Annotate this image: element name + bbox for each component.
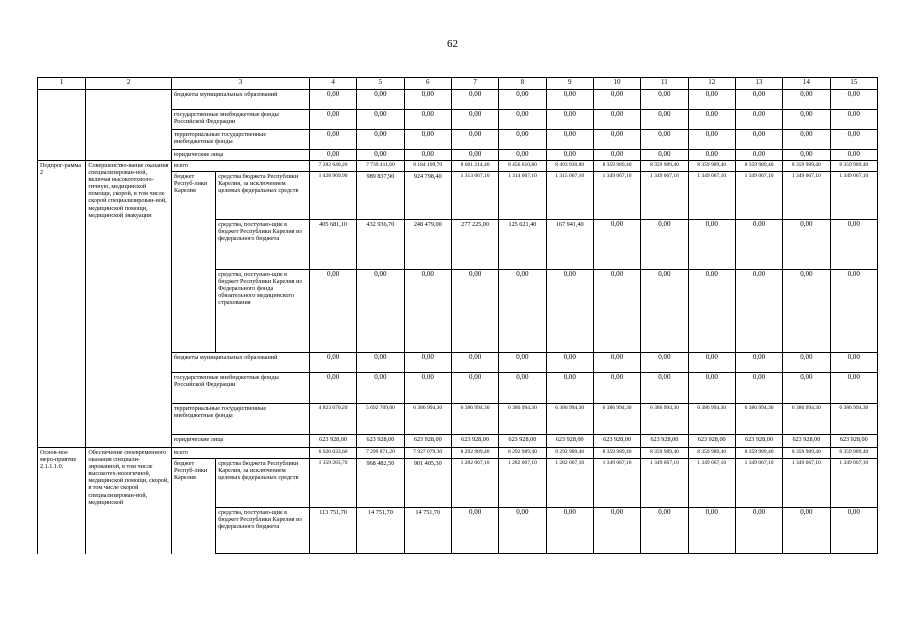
- value-cell: 1 349 067,10: [783, 459, 830, 508]
- value-cell: 0,00: [546, 508, 593, 554]
- value-cell: 623 928,00: [546, 435, 593, 448]
- value-cell: 1 349 067,10: [593, 459, 640, 508]
- value-cell: 0,00: [357, 90, 404, 110]
- value-cell: 6 386 994,30: [404, 404, 451, 435]
- value-cell: 0,00: [783, 270, 830, 353]
- value-cell: 0,00: [783, 130, 830, 150]
- value-cell: 8 292 989,40: [499, 448, 546, 459]
- value-cell: 901 405,30: [404, 459, 451, 508]
- main-event-title: Обеспечение своевременного оказания специали-зированной, в том числе высокотех-нологичной, медицинской помощи, скорой, в том числе скорой специализирован-ной, медицинской: [86, 448, 172, 554]
- page-number: 62: [447, 38, 458, 50]
- value-cell: 6 386 994,30: [546, 404, 593, 435]
- value-cell: 1 349 067,10: [783, 172, 830, 220]
- value-cell: 6 386 994,30: [830, 404, 877, 435]
- value-cell: 0,00: [641, 220, 688, 270]
- value-cell: 0,00: [641, 150, 688, 161]
- value-cell: 0,00: [830, 220, 877, 270]
- value-cell: 0,00: [735, 270, 782, 353]
- value-cell: 0,00: [641, 90, 688, 110]
- value-cell: 0,00: [641, 110, 688, 130]
- value-cell: 8 359 989,40: [735, 448, 782, 459]
- value-cell: 0,00: [593, 353, 640, 373]
- value-cell: 1 282 067,10: [546, 459, 593, 508]
- value-cell: 113 751,70: [309, 508, 356, 554]
- value-cell: 0,00: [735, 353, 782, 373]
- row-label: бюджеты муниципальных образований: [171, 90, 309, 110]
- value-cell: 0,00: [451, 353, 498, 373]
- value-cell: 1 349 067,10: [735, 172, 782, 220]
- value-cell: 0,00: [593, 508, 640, 554]
- table-row: [38, 150, 878, 161]
- value-cell: 0,00: [546, 130, 593, 150]
- value-cell: 1 349 067,10: [830, 172, 877, 220]
- value-cell: 8 359 989,40: [593, 448, 640, 459]
- row-label: средства, поступаю-щие в бюджет Республики Карелия из федерального бюджета: [216, 508, 310, 554]
- value-cell: 8 359 989,40: [830, 161, 877, 172]
- value-cell: 0,00: [830, 508, 877, 554]
- value-cell: 0,00: [735, 150, 782, 161]
- row-label: всего: [171, 448, 309, 459]
- value-cell: 0,00: [593, 373, 640, 404]
- value-cell: 0,00: [451, 150, 498, 161]
- value-cell: 6 386 994,30: [499, 404, 546, 435]
- header-cell: 3: [171, 78, 309, 90]
- value-cell: 0,00: [688, 150, 735, 161]
- value-cell: 924 798,40: [404, 172, 451, 220]
- header-cell: 10: [593, 78, 640, 90]
- value-cell: 0,00: [309, 90, 356, 110]
- value-cell: 1 282 067,10: [499, 459, 546, 508]
- value-cell: 0,00: [546, 373, 593, 404]
- empty-cell: [86, 150, 172, 161]
- value-cell: 0,00: [357, 150, 404, 161]
- value-cell: 6 386 994,30: [451, 404, 498, 435]
- value-cell: 0,00: [783, 353, 830, 373]
- value-cell: 0,00: [735, 220, 782, 270]
- value-cell: 0,00: [357, 130, 404, 150]
- value-cell: 623 928,00: [735, 435, 782, 448]
- value-cell: 0,00: [735, 130, 782, 150]
- value-cell: 277 225,00: [451, 220, 498, 270]
- value-cell: 0,00: [499, 130, 546, 150]
- value-cell: 0,00: [641, 373, 688, 404]
- value-cell: 0,00: [546, 110, 593, 130]
- value-cell: 0,00: [309, 130, 356, 150]
- value-cell: 1 349 067,10: [593, 172, 640, 220]
- value-cell: 8 359 989,40: [735, 161, 782, 172]
- value-cell: 8 359 989,40: [641, 161, 688, 172]
- budget-table: [37, 77, 878, 554]
- empty-cell: [38, 130, 86, 150]
- value-cell: 8 493 930,80: [546, 161, 593, 172]
- subprogram-code: Подпрог-рамма 2: [38, 161, 86, 448]
- value-cell: 7 739 411,60: [357, 161, 404, 172]
- value-cell: 0,00: [309, 110, 356, 130]
- row-label: бюджеты муниципальных образований: [171, 353, 309, 373]
- value-cell: 0,00: [783, 110, 830, 130]
- value-cell: 0,00: [357, 110, 404, 130]
- value-cell: 0,00: [546, 90, 593, 110]
- value-cell: 1 349 067,10: [688, 459, 735, 508]
- empty-cell: [86, 110, 172, 130]
- value-cell: 0,00: [783, 90, 830, 110]
- value-cell: 0,00: [688, 508, 735, 554]
- row-label: территориальные государственные внебюджетные фонды: [171, 404, 309, 435]
- header-cell: 9: [546, 78, 593, 90]
- value-cell: 8 359 989,40: [688, 161, 735, 172]
- value-cell: 0,00: [546, 150, 593, 161]
- value-cell: 0,00: [499, 373, 546, 404]
- header-cell: 8: [499, 78, 546, 90]
- value-cell: 0,00: [309, 353, 356, 373]
- value-cell: 0,00: [499, 90, 546, 110]
- value-cell: 8 456 610,80: [499, 161, 546, 172]
- value-cell: 0,00: [404, 110, 451, 130]
- value-cell: 0,00: [499, 508, 546, 554]
- value-cell: 0,00: [783, 508, 830, 554]
- header-cell: 13: [735, 78, 782, 90]
- value-cell: 0,00: [735, 90, 782, 110]
- row-label: юридические лица: [171, 150, 309, 161]
- value-cell: 0,00: [404, 130, 451, 150]
- value-cell: 0,00: [404, 373, 451, 404]
- value-cell: 8 359 989,40: [688, 448, 735, 459]
- empty-cell: [38, 90, 86, 110]
- value-cell: 0,00: [641, 270, 688, 353]
- table-row: [38, 448, 878, 459]
- value-cell: 0,00: [499, 270, 546, 353]
- value-cell: 1 349 067,10: [688, 172, 735, 220]
- value-cell: 8 359 989,40: [783, 161, 830, 172]
- value-cell: 1 349 067,10: [735, 459, 782, 508]
- value-cell: 1 313 067,10: [451, 172, 498, 220]
- empty-cell: [38, 150, 86, 161]
- value-cell: 0,00: [688, 353, 735, 373]
- value-cell: 0,00: [593, 270, 640, 353]
- value-cell: 7 299 871,20: [357, 448, 404, 459]
- value-cell: 7 927 079,30: [404, 448, 451, 459]
- value-cell: 1 428 969,90: [309, 172, 356, 220]
- value-cell: 623 928,00: [451, 435, 498, 448]
- value-cell: 623 928,00: [641, 435, 688, 448]
- value-cell: 0,00: [593, 150, 640, 161]
- value-cell: 0,00: [688, 130, 735, 150]
- value-cell: 0,00: [546, 270, 593, 353]
- value-cell: 248 479,00: [404, 220, 451, 270]
- header-cell: 12: [688, 78, 735, 90]
- value-cell: 0,00: [830, 373, 877, 404]
- table-row: [38, 90, 878, 110]
- subprogram-title: Совершенство-вание оказания специализирован-ной, включая высокотехноло-гичную, медицинской помощи, скорой, в том числе скорой специализирован-ной, медицинской помощи, медицинской эвакуации: [86, 161, 172, 448]
- value-cell: 1 314 067,10: [499, 172, 546, 220]
- value-cell: 0,00: [593, 110, 640, 130]
- value-cell: 0,00: [451, 373, 498, 404]
- value-cell: 167 941,40: [546, 220, 593, 270]
- value-cell: 125 621,40: [499, 220, 546, 270]
- header-cell: 5: [357, 78, 404, 90]
- row-label: средства, поступаю-щие в бюджет Республики Карелия из федерального бюджета: [216, 220, 310, 270]
- value-cell: 1 349 067,10: [641, 172, 688, 220]
- value-cell: 0,00: [499, 150, 546, 161]
- empty-cell: [86, 130, 172, 150]
- value-cell: 0,00: [735, 508, 782, 554]
- row-label: всего: [171, 161, 309, 172]
- value-cell: 623 928,00: [404, 435, 451, 448]
- value-cell: 8 359 989,40: [783, 448, 830, 459]
- value-cell: 4 823 070,20: [309, 404, 356, 435]
- value-cell: 8 359 989,40: [593, 161, 640, 172]
- value-cell: 623 928,00: [688, 435, 735, 448]
- value-cell: 8 359 989,40: [641, 448, 688, 459]
- value-cell: 0,00: [546, 353, 593, 373]
- value-cell: 8 292 989,40: [546, 448, 593, 459]
- value-cell: 623 928,00: [783, 435, 830, 448]
- value-cell: 8 359 989,40: [830, 448, 877, 459]
- value-cell: 623 928,00: [357, 435, 404, 448]
- value-cell: 623 928,00: [309, 435, 356, 448]
- value-cell: 6 386 994,30: [593, 404, 640, 435]
- value-cell: 0,00: [357, 270, 404, 353]
- value-cell: 968 482,50: [357, 459, 404, 508]
- row-label: средства бюджета Республики Карелия, за исключением целевых федеральных средств: [216, 172, 310, 220]
- value-cell: 623 928,00: [499, 435, 546, 448]
- value-cell: 5 692 709,00: [357, 404, 404, 435]
- value-cell: 0,00: [451, 508, 498, 554]
- value-cell: 0,00: [357, 353, 404, 373]
- value-cell: 6 386 994,30: [641, 404, 688, 435]
- value-cell: 0,00: [735, 373, 782, 404]
- value-cell: 1 349 067,10: [830, 459, 877, 508]
- value-cell: 0,00: [451, 130, 498, 150]
- value-cell: 1 349 067,10: [641, 459, 688, 508]
- value-cell: 0,00: [404, 90, 451, 110]
- value-cell: 1 315 067,10: [546, 172, 593, 220]
- budget-label: бюджет Респуб-лики Карелия: [171, 172, 215, 353]
- value-cell: 623 928,00: [830, 435, 877, 448]
- value-cell: 0,00: [499, 110, 546, 130]
- value-cell: 0,00: [309, 150, 356, 161]
- header-cell: 15: [830, 78, 877, 90]
- value-cell: 0,00: [830, 110, 877, 130]
- value-cell: 7 282 640,20: [309, 161, 356, 172]
- value-cell: 0,00: [309, 373, 356, 404]
- value-cell: 14 751,70: [357, 508, 404, 554]
- value-cell: 0,00: [593, 220, 640, 270]
- row-label: юридические лица: [171, 435, 309, 448]
- value-cell: 0,00: [641, 130, 688, 150]
- value-cell: 623 928,00: [593, 435, 640, 448]
- value-cell: 432 936,70: [357, 220, 404, 270]
- empty-cell: [38, 110, 86, 130]
- value-cell: 6 920 033,60: [309, 448, 356, 459]
- value-cell: 0,00: [830, 130, 877, 150]
- empty-cell: [86, 90, 172, 110]
- value-cell: 6 386 994,30: [783, 404, 830, 435]
- value-cell: 0,00: [357, 373, 404, 404]
- value-cell: 405 681,10: [309, 220, 356, 270]
- header-cell: 7: [451, 78, 498, 90]
- value-cell: 0,00: [593, 90, 640, 110]
- value-cell: 0,00: [783, 220, 830, 270]
- value-cell: 0,00: [451, 110, 498, 130]
- value-cell: 0,00: [783, 373, 830, 404]
- budget-label: бюджет Респуб-лики Карелия: [171, 459, 215, 554]
- value-cell: 0,00: [641, 353, 688, 373]
- value-cell: 0,00: [783, 150, 830, 161]
- value-cell: 0,00: [735, 110, 782, 130]
- header-cell: 6: [404, 78, 451, 90]
- value-cell: 14 751,70: [404, 508, 451, 554]
- header-cell: 11: [641, 78, 688, 90]
- value-cell: 8 184 199,70: [404, 161, 451, 172]
- value-cell: 0,00: [404, 353, 451, 373]
- value-cell: 0,00: [830, 353, 877, 373]
- main-event-code: Основ-ное меро-приятие 2.1.1.1.0.: [38, 448, 86, 554]
- value-cell: 0,00: [404, 150, 451, 161]
- table-row: [38, 110, 878, 130]
- value-cell: 0,00: [688, 270, 735, 353]
- row-label: государственные внебюджетные фонды Российской Федерации: [171, 110, 309, 130]
- header-cell: 1: [38, 78, 86, 90]
- value-cell: 989 837,90: [357, 172, 404, 220]
- value-cell: 1 359 283,70: [309, 459, 356, 508]
- value-cell: 0,00: [451, 90, 498, 110]
- value-cell: 0,00: [830, 150, 877, 161]
- value-cell: 0,00: [499, 353, 546, 373]
- value-cell: 0,00: [641, 508, 688, 554]
- header-cell: 14: [783, 78, 830, 90]
- row-label: государственные внебюджетные фонды Российской Федерации: [171, 373, 309, 404]
- value-cell: 0,00: [688, 90, 735, 110]
- value-cell: 0,00: [688, 373, 735, 404]
- value-cell: 0,00: [404, 270, 451, 353]
- value-cell: 0,00: [309, 270, 356, 353]
- header-cell: 4: [309, 78, 356, 90]
- value-cell: 0,00: [830, 90, 877, 110]
- value-cell: 8 601 214,40: [451, 161, 498, 172]
- value-cell: 1 282 067,10: [451, 459, 498, 508]
- value-cell: 6 386 994,30: [688, 404, 735, 435]
- table-row: [38, 130, 878, 150]
- row-label: территориальные государственные внебюджетные фонды: [171, 130, 309, 150]
- header-row: [38, 78, 878, 90]
- value-cell: 0,00: [830, 270, 877, 353]
- value-cell: 0,00: [451, 270, 498, 353]
- row-label: средства бюджета Республики Карелия, за исключением целевых федеральных средств: [216, 459, 310, 508]
- value-cell: 6 386 994,30: [735, 404, 782, 435]
- value-cell: 0,00: [593, 130, 640, 150]
- value-cell: 0,00: [688, 220, 735, 270]
- table-row: [38, 161, 878, 172]
- row-label: средства, поступаю-щие в бюджет Республики Карелия из Федерального фонда обязательного медицинского страхования: [216, 270, 310, 353]
- value-cell: 8 292 989,40: [451, 448, 498, 459]
- header-cell: 2: [86, 78, 172, 90]
- value-cell: 0,00: [688, 110, 735, 130]
